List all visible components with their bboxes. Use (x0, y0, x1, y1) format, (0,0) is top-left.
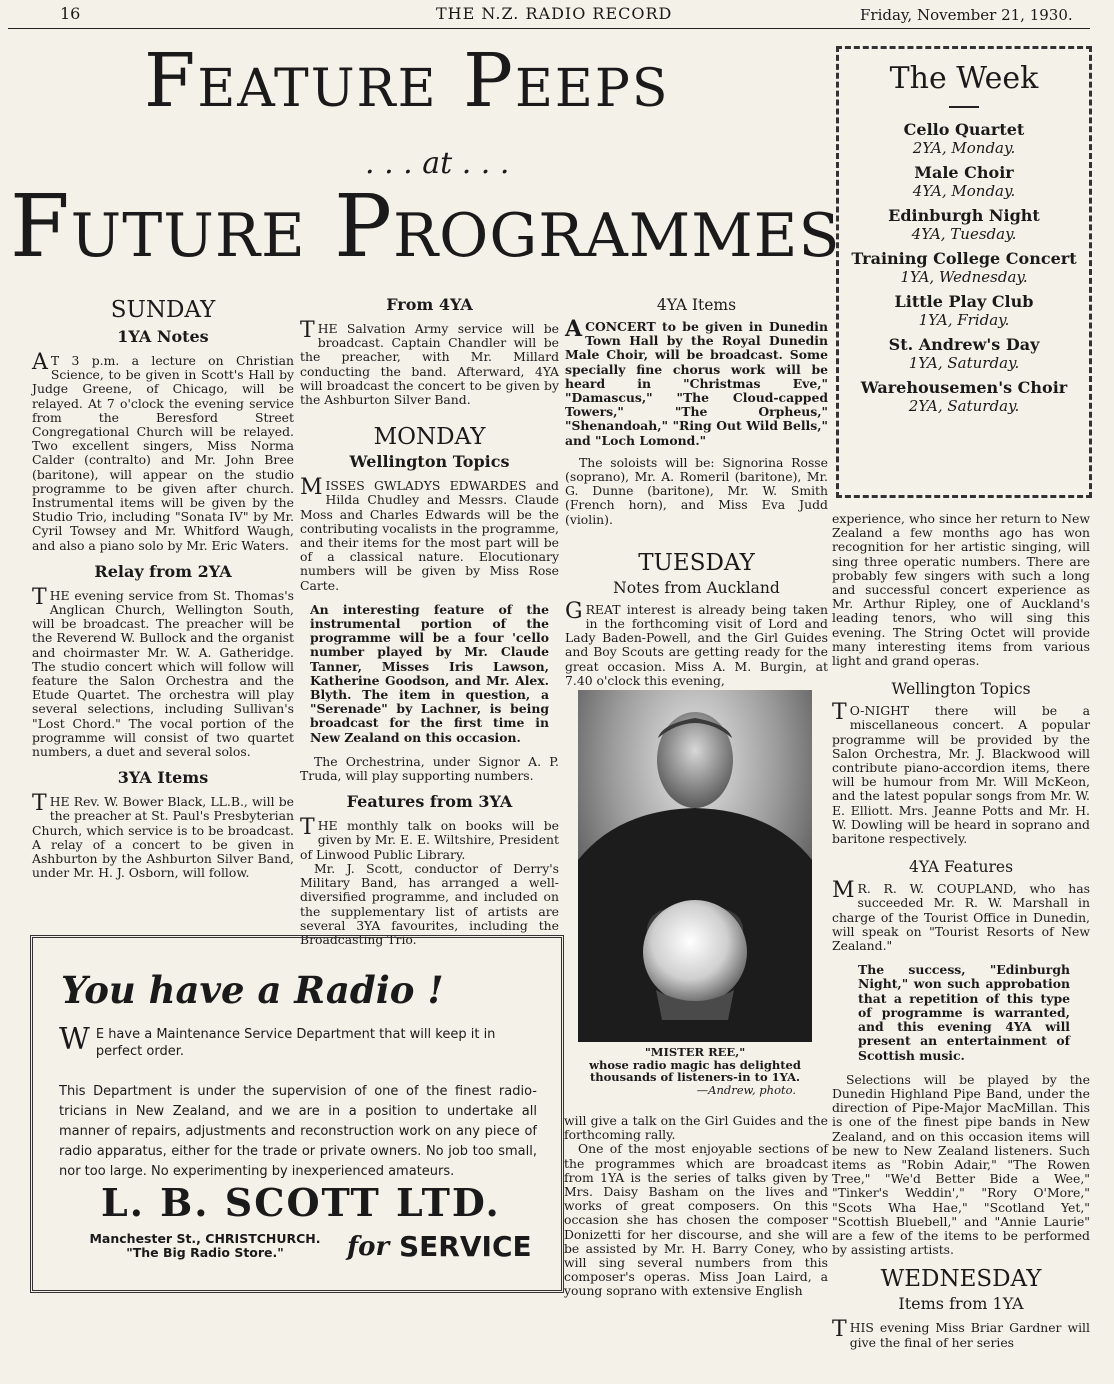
drop-cap: T (32, 584, 47, 610)
ad-text: E have a Maintenance Service Department that will keep it in perfect order. (95, 1027, 496, 1059)
article-paragraph: will give a talk on the Girl Guides and the forthcoming rally. (564, 1113, 828, 1143)
article-paragraph: The Orchestrina, under Signor A. P. Truda, will play supporting numbers. (300, 753, 559, 784)
week-item-name: Training College Concert (851, 248, 1077, 268)
article-text: R. R. W. COUPLAND, who has succeeded Mr. R. W. Marshall in charge of the Tourist Office in Dunedin, will speak on "Tourist Resorts of New Zealand." (832, 881, 1090, 954)
article-paragraph: experience, who since her return to New Zealand a few months ago has won recognition for her artistic singing, will sing three operatic numbers. There are probably few singers with such a long and successful concert experience as Mr. Arthur Ripley, one of Auckland's leading tenors, who will sing this evening. The String Octet will provide many interesting items from various light and grand operas. (832, 511, 1090, 669)
week-item (839, 120, 1089, 157)
mister-ree-photo (578, 690, 812, 1042)
ad-paragraph (59, 1022, 537, 1060)
article-paragraph: Selections will be played by the Dunedin Highland Pipe Band, under the direction of Pipe-Major MacMillan. This is one of the finest pipe bands in New Zealand, and on this occasion items will be new to New Zealand listeners. Such items as "Robin Adair," "The Rowen Tree," "We'd Better Bide a Wee," "Tinker's Weddin'," "Rory O'More," "Scots Wha Hae," "Scotland Yet," "Scottish Bluebell," and "Annie Laurie" are a few of the items to be performed by assisting artists. (832, 1071, 1090, 1258)
article-text: HE Rev. W. Bower Black, LL.B., will be the preacher at St. Paul's Presbyterian Church, which service is to be broadcast. A relay of a concert to be given in Ashburton by the Ashburton Silver Band, under Mr. H. J. Osborn, will follow. (32, 794, 294, 881)
highlight-paragraph: An interesting feature of the instrumental portion of the programme will be a four 'cello number played by Mr. Claude Tanner, Misses Iris Lawson, Katherine Goodson, and Mr. Alex. Blyth. The item in question, a "Serenade" by Lachner, is being broadcast for the first time in New Zealand on this occasion. (310, 601, 549, 745)
article-paragraph (300, 815, 559, 862)
ad-street: Manchester St., CHRISTCHURCH. (89, 1231, 321, 1246)
section-heading: Items from 1YA (898, 1294, 1024, 1314)
drop-cap: A (32, 350, 48, 375)
ad-for: for (347, 1232, 390, 1262)
article-paragraph: The soloists will be: Signorina Rosse (soprano), Mr. A. Romeril (baritone), Mr. G. Dunne (baritone), Mr. W. Smith (French horn), and Miss Eva Judd (violin). (565, 454, 828, 527)
ad-paragraph: This Department is under the supervision of one of the finest radio-tricians in New Zealand, and we are in a position to undertake all manner of repairs, adjustments and reconstruction work on any piece of radio apparatus, either for the trade or private owners. No job too small, nor too large. No experimenting by inexperienced amateurs. (59, 1084, 537, 1179)
article-text: O-NIGHT there will be a miscellaneous concert. A popular programme will be provided by the Salon Orchestra, Mr. J. Blackwood will contribute piano-accordion items, there will be humour from Mr. Will McKeon, and the latest popular songs from Mr. W. E. Elliott. Mrs. Jeanne Potts and Mr. H. W. Dowling will be heard in soprano and baritone respectively. (832, 703, 1090, 847)
article-text: HIS evening Miss Briar Gardner will give the final of her series (849, 1320, 1090, 1350)
day-heading-tuesday: TUESDAY (638, 549, 755, 576)
ad-service: SERVICE (399, 1230, 532, 1263)
headline-line1: Feature Peeps (144, 38, 670, 124)
week-divider (949, 106, 979, 108)
headline-at: . . . at . . . (365, 146, 510, 181)
article-paragraph (832, 700, 1090, 847)
article-text: HE monthly talk on books will be given by Mr. E. E. Wiltshire, President of Linwood Public Library. (300, 818, 559, 862)
drop-cap: M (300, 475, 323, 501)
week-item-station: 4YA, Tuesday. (911, 224, 1017, 243)
ad-tagline: "The Big Radio Store." (126, 1245, 284, 1260)
drop-cap: T (300, 318, 315, 343)
section-heading: Wellington Topics (891, 680, 1031, 699)
article-text: T 3 p.m. a lecture on Christian Science, to be given in Scott's Hall by Judge Greene, of Chicago, will be relayed. At 7 o'clock the evening service from the Beresford Street Congregational Church will be relayed. Two excellent singers, Miss Norma Calder (contralto) and Mr. John Bree (baritone), will appear on the studio programme to be given after church. Instrumental items will be given by the Studio Trio, including "Sonata IV" by Mr. Cyril Towsey and Mr. Whitford Waugh, and also a piano solo by Mr. Eric Waters. (32, 353, 294, 553)
article-paragraph (32, 584, 294, 760)
caption-text: whose radio magic has delighted thousands of listeners-in to 1YA. (589, 1057, 801, 1084)
day-heading-wednesday: WEDNESDAY (880, 1266, 1042, 1293)
article-paragraph (300, 475, 559, 593)
drop-cap: A (565, 316, 583, 342)
headline-future-programmes (10, 177, 841, 277)
publication-date: Friday, November 21, 1930. (860, 6, 1073, 24)
column-two (300, 292, 559, 947)
article-paragraph: One of the most enjoyable sections of the programmes which are broadcast from 1YA is the series of talks given by Mrs. Daisy Basham on the lives and works of great composers. On this occasion she has chosen the composer Donizetti for her discourse, and she will be assisted by Mr. H. Barry Coney, who will sing several numbers from this composer's operas. Miss Joan Laird, a young soprano with extensive English (564, 1141, 828, 1299)
caption-title: "MISTER REE," (644, 1045, 746, 1059)
drop-cap: T (832, 700, 847, 726)
article-paragraph (565, 598, 828, 688)
article-paragraph (832, 1317, 1090, 1350)
article-paragraph (565, 316, 828, 448)
article-text: REAT interest is already being taken in the forthcoming visit of Lord and Lady Baden-Powell, and the Girl Guides and Boy Scouts are getting ready for the great occasion. Miss A. M. Burgin, at 7.40 o'clock this evening, (565, 601, 828, 688)
section-heading: 4YA Features (908, 858, 1014, 877)
week-item-name: Cello Quartet (903, 119, 1025, 139)
scott-radio-advertisement (30, 935, 564, 1293)
section-heading: 1YA Notes (117, 327, 209, 346)
week-item (839, 249, 1089, 286)
section-heading: 4YA Items (656, 296, 737, 314)
article-paragraph (832, 878, 1090, 954)
section-heading: Notes from Auckland (613, 578, 780, 597)
caption-credit: —Andrew, photo. (696, 1082, 796, 1097)
section-heading: Wellington Topics (349, 452, 510, 472)
ad-company-name: L. B. SCOTT LTD. (101, 1180, 501, 1225)
article-paragraph (32, 791, 294, 881)
section-heading: Features from 3YA (346, 792, 513, 812)
week-title: The Week (889, 61, 1039, 96)
article-text: HE evening service from St. Thomas's Anglican Church, Wellington South, will be broadcast. The preacher will be the Reverend W. Bullock and the organist and choirmaster Mr. W. A. Gatheridge. The studio concert which will follow will feature the Salon Orchestra and the Etude Quartet. The orchestra will play several selections, including Sullivan's "Lost Chord." The vocal portion of the programme will consist of two quartet numbers, a duet and several solos. (32, 587, 294, 760)
week-item (839, 206, 1089, 243)
page-number: 16 (60, 4, 81, 23)
week-item-station: 1YA, Wednesday. (900, 267, 1028, 286)
column-three (565, 292, 828, 688)
drop-cap: T (832, 1317, 847, 1343)
column-sunday (32, 292, 294, 881)
drop-cap: W (59, 1022, 90, 1057)
column-three-continued (564, 1114, 828, 1299)
week-item-station: 4YA, Monday. (912, 181, 1016, 200)
week-item-name: Little Play Club (894, 291, 1034, 311)
publication-name: THE N.Z. RADIO RECORD (436, 4, 673, 23)
crystal-ball-photo-icon (578, 690, 812, 1042)
drop-cap: G (565, 598, 583, 624)
week-item (839, 335, 1089, 372)
photo-caption (572, 1046, 818, 1096)
drop-cap: M (832, 878, 855, 904)
the-week-box (836, 46, 1092, 498)
week-item-station: 2YA, Saturday. (908, 396, 1020, 415)
week-item-station: 1YA, Saturday. (908, 353, 1020, 372)
drop-cap: T (32, 791, 47, 817)
article-paragraph: Mr. J. Scott, conductor of Derry's Military Band, has arranged a well-diversified programme, and included on the supplementary list of artists are several 3YA favourites, including the Broadcasting Trio. (300, 860, 559, 947)
section-heading: Relay from 2YA (94, 561, 232, 581)
section-heading: 3YA Items (117, 768, 209, 788)
week-item-name: Warehousemen's Choir (860, 377, 1068, 397)
article-paragraph (300, 318, 559, 408)
drop-cap: T (300, 815, 315, 841)
week-item-name: St. Andrew's Day (888, 334, 1040, 354)
week-item-station: 1YA, Friday. (918, 310, 1010, 329)
day-heading-sunday: SUNDAY (110, 297, 216, 323)
column-four (832, 512, 1090, 1350)
article-paragraph (32, 350, 294, 553)
article-text: CONCERT to be given in Dunedin Town Hall by the Royal Dunedin Male Choir, will be broadcast. Some specially fine chorus work will be heard in "Christmas Eve," "Damascus," "The Cloud-capped Towers," "The Orpheus," "Shenandoah," "Ring Out Wild Bells," and "Loch Lomond." (565, 319, 828, 448)
headline-line2: Future Programmes (10, 177, 841, 277)
ad-address (85, 1232, 325, 1260)
day-heading-monday: MONDAY (373, 424, 486, 451)
week-item-name: Male Choir (914, 162, 1014, 182)
ad-headline: You have a Radio ! (61, 968, 444, 1012)
article-text: HE Salvation Army service will be broadcast. Captain Chandler will be the preacher, with Mr. Millard conducting the band. Afterward, 4YA will broadcast the concert to be given by the Ashburton Silver Band. (300, 321, 559, 408)
article-text: ISSES GWLADYS EDWARDES and Hilda Chudley and Messrs. Claude Moss and Charles Edwards will be the contributing vocalists in the programme, and their items for the most part will be of a classical nature. Elocutionary numbers will be given by Miss Rose Carte. (300, 478, 559, 593)
week-item-station: 2YA, Monday. (912, 138, 1016, 157)
week-item-name: Edinburgh Night (888, 205, 1040, 225)
week-item (839, 163, 1089, 200)
headline-feature-peeps (144, 38, 670, 124)
section-heading: From 4YA (386, 295, 473, 314)
week-item (839, 378, 1089, 415)
highlight-paragraph: The success, "Edinburgh Night," won such approbation that a repetition of this type of programme is warranted, and this evening 4YA will present an entertainment of Scottish music. (858, 962, 1070, 1063)
week-item (839, 292, 1089, 329)
